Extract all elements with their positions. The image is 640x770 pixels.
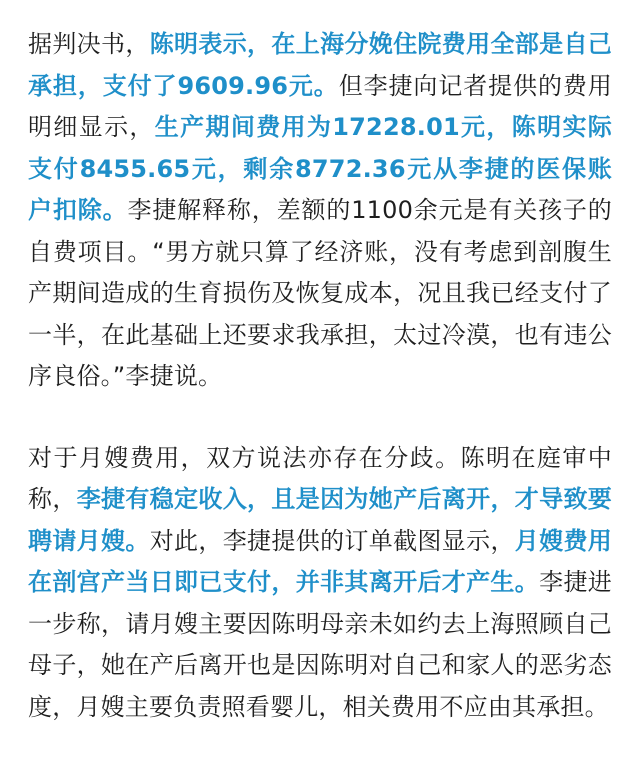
highlight-text: 李捷有稳定收入，且是因为她产后离开，才导致要聘请月嫂。	[28, 485, 612, 555]
paragraph-2	[28, 438, 612, 729]
segment-text: 李捷解释称，差额的1100余元是有关孩子的自费项目。“男方就只算了经济账，没有考虑到剖腹生产期间造成的生育损伤及恢复成本，况且我已经支付了一半，在此基础上还要求我承担，太过冷漠，也有违公序良俗。”李捷说。	[28, 196, 612, 390]
segment-text: 李捷进一步称，请月嫂主要因陈明母亲未如约去上海照顾自己母子，她在产后离开也是因陈明对自己和家人的恶劣态度，月嫂主要负责照看婴儿，相关费用不应由其承担。	[28, 568, 612, 721]
highlight-text: 生产期间费用为17228.01元，陈明实际支付8455.65元，剩余8772.36元从李捷的医保账户扣除。	[28, 113, 613, 224]
paragraph-1	[28, 24, 612, 398]
segment-text: 据判决书，	[28, 30, 150, 58]
segment-text: 对于月嫂费用，双方说法亦存在分歧。陈明在庭审中称，	[28, 443, 612, 513]
highlight-text: 陈明表示，在上海分娩住院费用全部是自己承担，支付了9609.96元。	[28, 30, 612, 100]
segment-text: 但李捷向记者提供的费用明细显示，	[28, 71, 612, 141]
segment-text: 对此，李捷提供的订单截图显示，	[149, 526, 515, 555]
highlight-text: 月嫂费用在剖宫产当日即已支付，并非其离开后才产生。	[28, 526, 612, 596]
